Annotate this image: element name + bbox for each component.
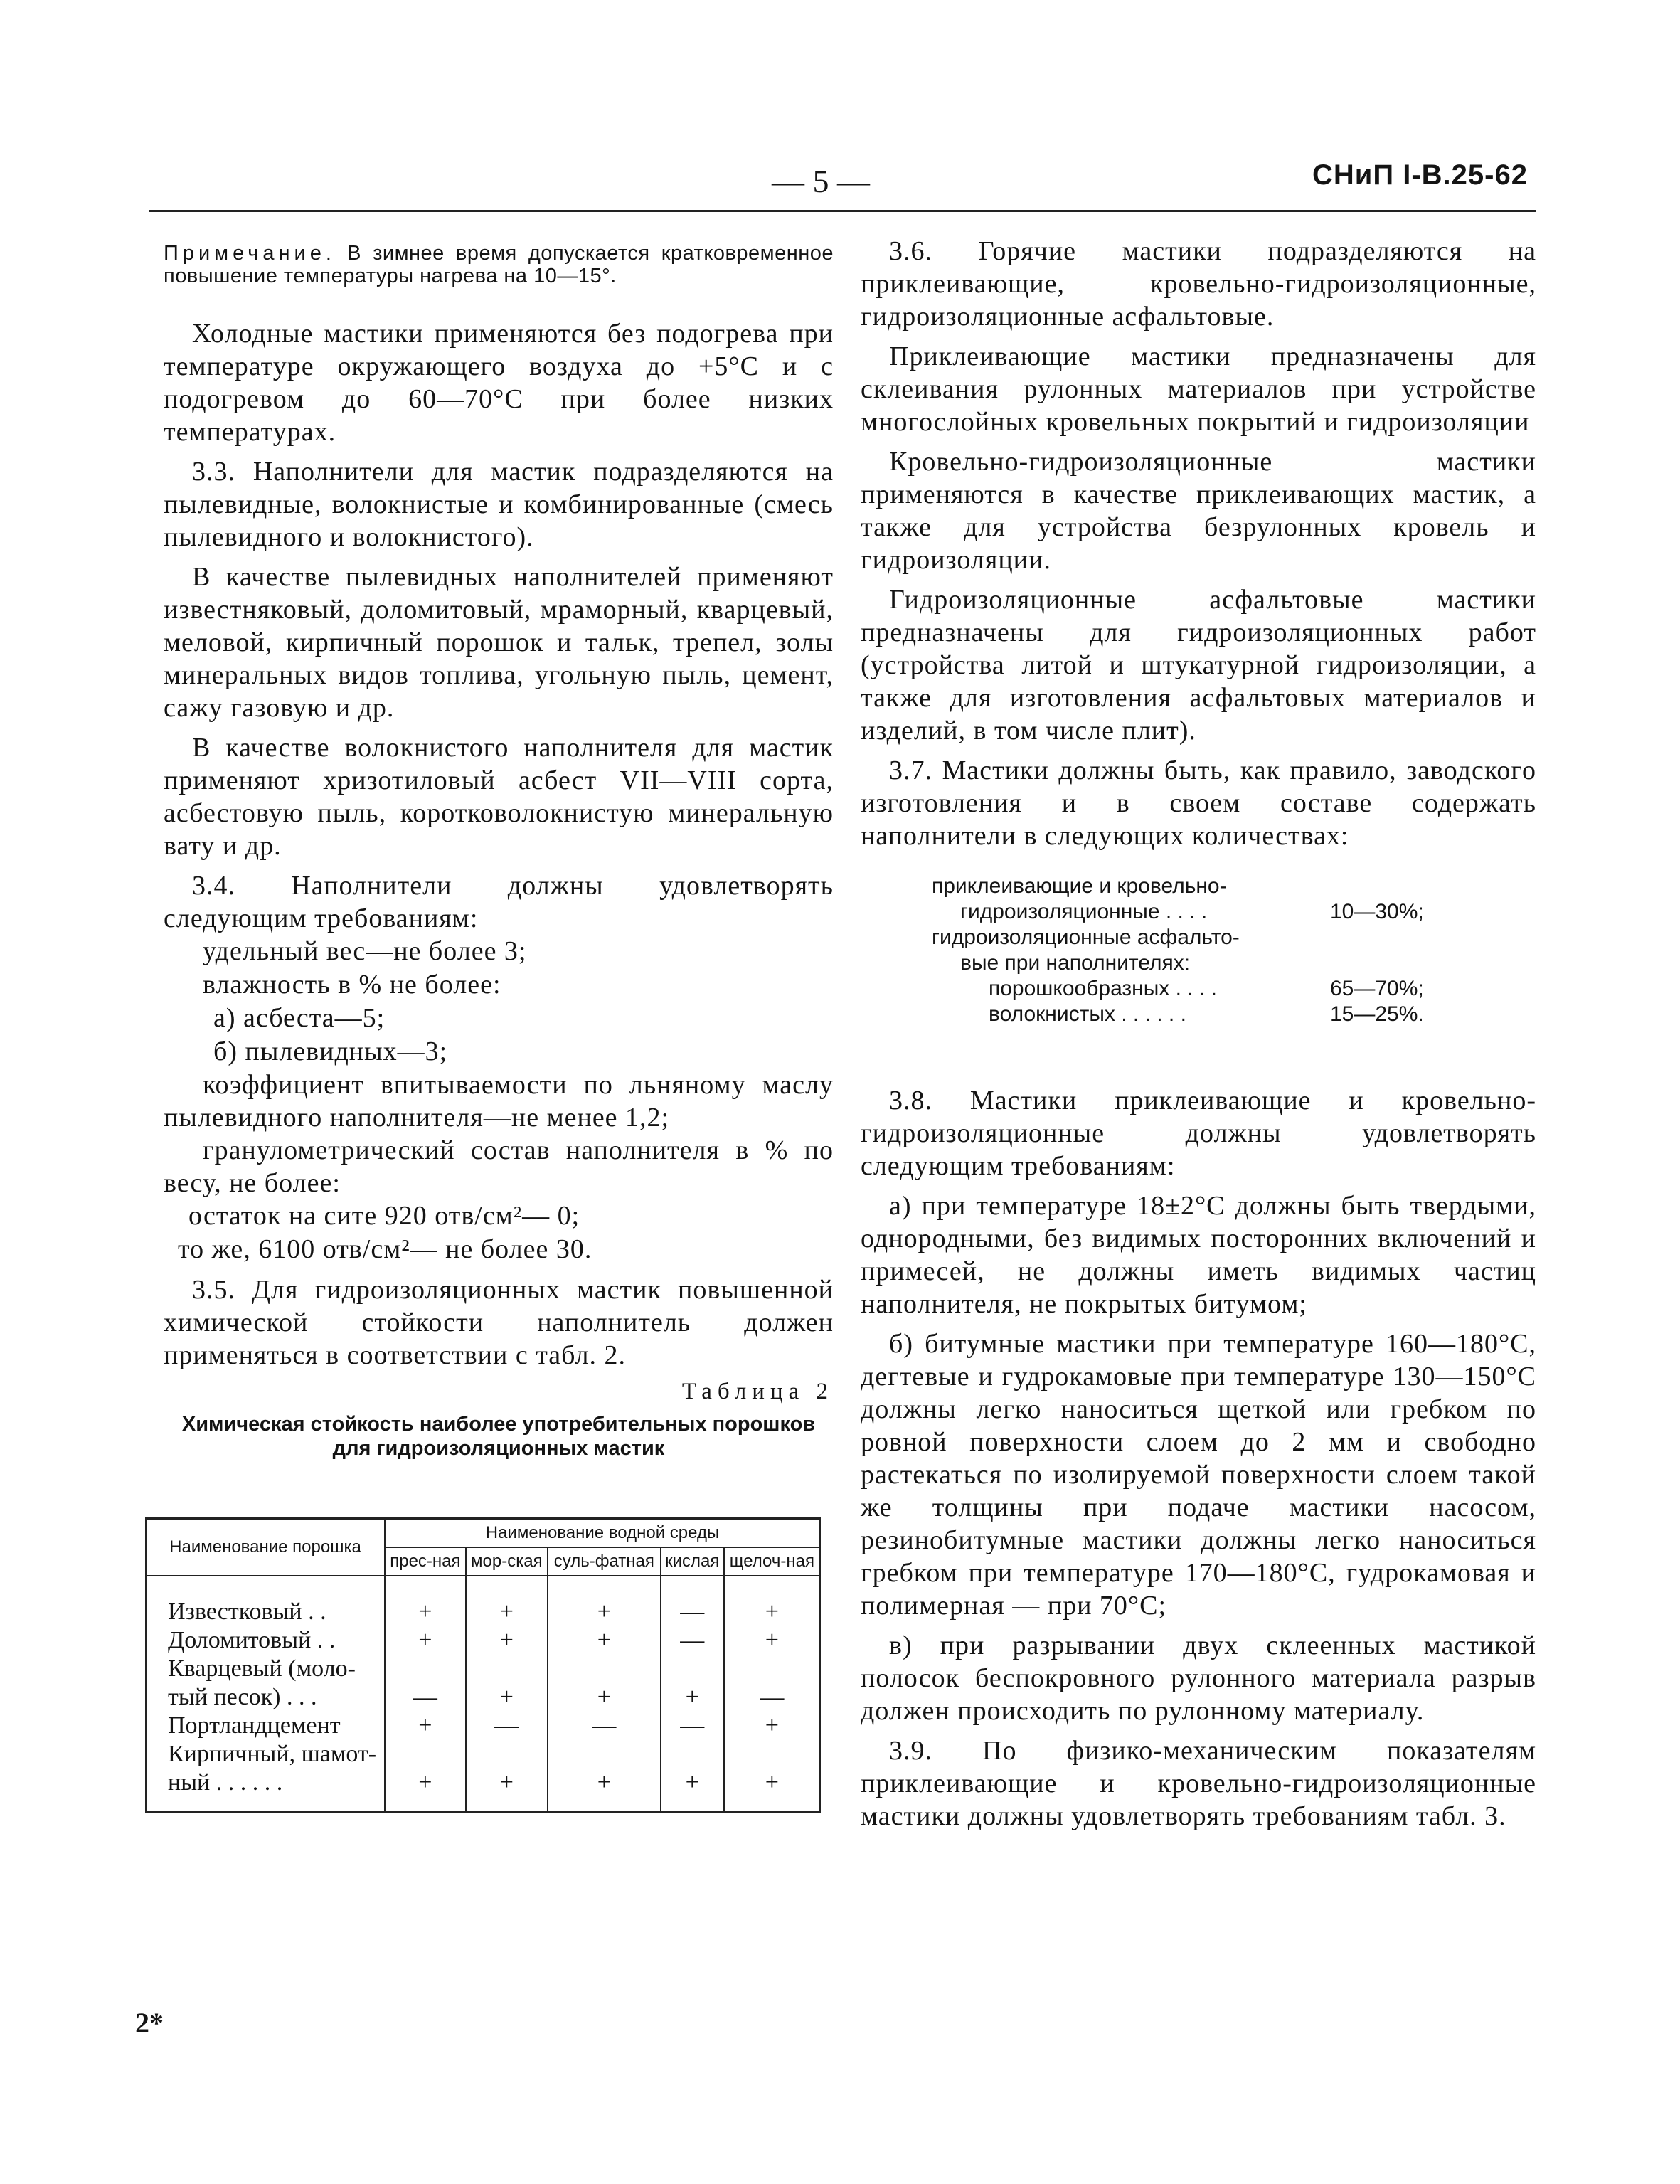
paragraph: Холодные мастики применяются без подогрева при температуре окружающего воздуха до +5°C и с подогревом до 60—70°C при более низких температурах. [164,319,834,447]
table-title: Химическая стойкость наиболее употребительных порошков для гидроизоляционных мастик [181,1413,816,1460]
signature-mark: 2* [135,2007,164,2039]
column-header: кислая [661,1547,724,1576]
column-header-powder: Наименование порошка [146,1519,385,1576]
table-cell: — [661,1626,724,1655]
requirement-item: влажность в % не более: [203,970,501,1000]
powder-name: тый песок) . . . [146,1683,385,1712]
paragraph: Приклеивающие мастики предназначены для склеивания рулонных материалов при устройстве многослойных кровельных покрытий и гидроизоляции [861,341,1536,437]
column-header: мор-ская [466,1547,548,1576]
table-cell: + [661,1683,724,1712]
table-cell: — [548,1712,661,1740]
chemical-resistance-table [145,1517,821,1813]
table-cell [548,1740,661,1769]
list-item [932,950,1444,976]
powder-name: Кварцевый (моло- [146,1655,385,1683]
powder-name: ный . . . . . . [146,1769,385,1812]
table-cell: — [661,1712,724,1740]
list-label: гидроизоляционные асфальто- [932,926,1240,949]
table-cell: + [466,1769,548,1812]
table-row [146,1655,820,1683]
table-cell [466,1655,548,1683]
list-item [932,925,1444,950]
requirement-item: коэффициент впитываемости по льняному маслу пылевидного наполнителя—не менее 1,2; [164,1070,834,1133]
table-cell: — [466,1712,548,1740]
powder-name: Портландцемент [146,1712,385,1740]
table-cell: + [724,1626,820,1655]
list-label: порошкообразных . . . . [989,977,1217,1000]
left-column [164,242,834,1813]
table-row [146,1683,820,1712]
page-number: — 5 — [772,163,870,199]
paragraph: 3.6. Горячие мастики подразделяются на приклеивающие, кровельно-гидроизоляционные, гидроизоляционные асфальтовые. [861,236,1536,332]
list-item [932,976,1444,1002]
requirement-subitem: б) пылевидных—3; [213,1037,448,1066]
table-cell: + [724,1712,820,1740]
list-label: волокнистых . . . . . . [989,1002,1186,1026]
header-rule [149,210,1536,212]
list-item [932,1002,1444,1027]
paragraph: в) при разрывании двух склеенных мастикой полосок беспокровного рулонного материала разрыв должен происходить по рулонному материалу. [861,1631,1536,1726]
table-cell: + [661,1769,724,1812]
table-cell [385,1655,466,1683]
note-text: В зимнее время допускается кратковременное повышение температуры нагрева на 10—15°. [164,242,834,287]
requirement-subitem: а) асбеста—5; [213,1003,386,1033]
column-header: прес-ная [385,1547,466,1576]
list-value: 15—25%. [1330,1002,1424,1026]
powder-name: Кирпичный, шамот- [146,1740,385,1769]
list-label: вые при наполнителях: [960,951,1191,975]
requirement-item: удельный вес—не более 3; [203,936,527,966]
paragraph: Кровельно-гидроизоляционные мастики применяются в качестве приклеивающих мастик, а также для устройства безрулонных кровель и гидроизоляции. [861,447,1536,575]
powder-name: Доломитовый . . [146,1626,385,1655]
list-label: приклеивающие и кровельно- [932,874,1227,898]
table-cell [661,1740,724,1769]
table-cell: + [466,1576,548,1626]
table-row [146,1712,820,1740]
table-cell: + [385,1576,466,1626]
table-caption: Таблица 2 [681,1379,834,1404]
requirement-subitem: то же, 6100 отв/см²— не более 30. [178,1234,592,1264]
paragraph: б) битумные мастики при температуре 160—180°C, дегтевые и гудрокамовые при температуре 130—150°C должны легко наноситься щеткой или гребком по ровной поверхности слоем до 2 мм и свободно растекаться по изолируемой поверхности слоем такой же толщины при подаче мастики насосом, резинобитумные мастики должны легко наноситься гребком при температуре 170—180°C, гудрокамовая и полимерная — при 70°C; [861,1329,1536,1621]
paragraph: 3.5. Для гидроизоляционных мастик повышенной химической стойкости наполнитель должен применяться в соответствии с табл. 2. [164,1275,834,1370]
requirement-item: гранулометрический состав наполнителя в % по весу, не более: [164,1135,834,1198]
table-cell [466,1740,548,1769]
filler-content-list [932,874,1536,1027]
paragraph: Гидроизоляционные асфальтовые мастики предназначены для гидроизоляционных работ (устройства литой и штукатурной гидроизоляции, а также для изготовления асфальтовых материалов и изделий, в том числе плит). [861,585,1536,746]
list-value: 65—70%; [1330,977,1424,1000]
table-row [146,1769,820,1812]
table-row [146,1576,820,1626]
powder-name: Известковый . . [146,1576,385,1626]
table-cell [724,1655,820,1683]
paragraph: В качестве волокнистого наполнителя для мастик применяют хризотиловый асбест VII—VIII сорта, асбестовую пыль, коротковолокнистую минеральную вату и др. [164,733,834,861]
table-cell: + [548,1576,661,1626]
paragraph: 3.3. Наполнители для мастик подразделяются на пылевидные, волокнистые и комбинированные (смесь пылевидного и волокнистого). [164,457,834,552]
table-cell: + [724,1576,820,1626]
table-cell [385,1740,466,1769]
requirement-subitem: остаток на сите 920 отв/см²— 0; [188,1201,580,1231]
table-cell: + [548,1626,661,1655]
list-value: 10—30%; [1330,900,1424,923]
list-item [932,899,1444,925]
table-row [146,1740,820,1769]
table-cell: + [548,1683,661,1712]
table-cell: + [724,1769,820,1812]
table-cell: + [385,1712,466,1740]
table-cell: + [466,1683,548,1712]
table-cell: + [385,1626,466,1655]
table-row [146,1626,820,1655]
note-label: Примечание. [164,242,336,265]
table-cell: + [385,1769,466,1812]
table-cell [661,1655,724,1683]
column-header: суль-фатная [548,1547,661,1576]
table-cell: — [385,1683,466,1712]
table-cell [724,1740,820,1769]
paragraph: 3.4. Наполнители должны удовлетворять следующим требованиям: [164,871,834,933]
list-item [932,874,1444,899]
column-group-header: Наименование водной среды [385,1519,820,1548]
table-cell [548,1655,661,1683]
table-cell: + [548,1769,661,1812]
document-code: СНиП I-В.25-62 [1312,159,1528,191]
table-cell: — [661,1576,724,1626]
paragraph: В качестве пылевидных наполнителей применяют известняковый, доломитовый, мраморный, кварцевый, меловой, кирпичный порошок и тальк, трепел, золы минеральных видов топлива, угольную пыль, цемент, сажу газовую и др. [164,562,834,723]
paragraph: 3.8. Мастики приклеивающие и кровельно-гидроизоляционные должны удовлетворять следующим требованиям: [861,1086,1536,1181]
table-cell: — [724,1683,820,1712]
table-cell: + [466,1626,548,1655]
note [164,242,834,287]
right-column [861,235,1536,1840]
paragraph: 3.7. Мастики должны быть, как правило, заводского изготовления и в своем составе содержать наполнители в следующих количествах: [861,756,1536,851]
list-label: гидроизоляционные . . . . [960,900,1208,923]
paragraph: а) при температуре 18±2°C должны быть твердыми, однородными, без видимых посторонних включений и примесей, не должны иметь видимых частиц наполнителя, не покрытых битумом; [861,1191,1536,1319]
paragraph: 3.9. По физико-механическим показателям приклеивающие и кровельно-гидроизоляционные мастики должны удовлетворять требованиям табл. 3. [861,1736,1536,1831]
column-header: щелоч-ная [724,1547,820,1576]
